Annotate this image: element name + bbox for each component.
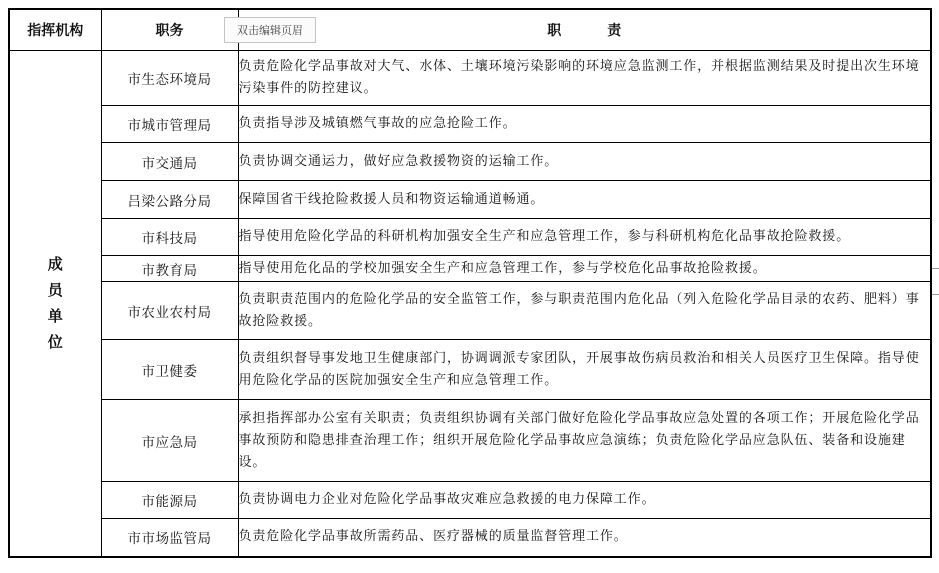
dept-cell: 市生态环境局 [101, 51, 238, 106]
dept-cell: 市市场监管局 [101, 519, 238, 557]
header-role: 职务 [101, 9, 238, 51]
table-row [9, 400, 931, 482]
duty-cell: 承担指挥部办公室有关职责；负责组织协调有关部门做好危险化学品事故应急处置的各项工作；开展危险化学品事故预防和隐患排查治理工作；组织开展危险化学品事故应急演练；负责危险化学品应急队伍、装备和设施建设。 [238, 400, 931, 482]
table-row [9, 219, 931, 256]
duty-cell: 保障国省干线抢险救援人员和物资运输通道畅通。 [238, 181, 931, 219]
duty-cell: 负责职责范围内的危险化学品的安全监管工作，参与职责范围内危化品（列入危险化学品目录的农药、肥料）事故抢险救援。 [238, 282, 931, 340]
header-row [9, 9, 931, 51]
edit-header-hint[interactable]: 双击编辑页眉 [224, 17, 316, 43]
scroll-edge-mark [932, 268, 939, 269]
duty-cell: 负责指导涉及城镇燃气事故的应急抢险工作。 [238, 106, 931, 143]
table-row [9, 181, 931, 219]
table-row [9, 106, 931, 143]
group-label: 成 员 单 位 [47, 255, 63, 352]
table-row [9, 51, 931, 106]
dept-cell: 市卫健委 [101, 340, 238, 400]
dept-cell: 市教育局 [101, 256, 238, 282]
dept-cell: 市城市管理局 [101, 106, 238, 143]
dept-cell: 市能源局 [101, 482, 238, 519]
header-duty-label: 职责 [547, 23, 668, 39]
table-row [9, 143, 931, 181]
dept-cell: 市农业农村局 [101, 282, 238, 340]
duty-cell: 负责协调交通运力，做好应急救援物资的运输工作。 [238, 143, 931, 181]
duty-cell: 负责危险化学品事故对大气、水体、土壤环境污染影响的环境应急监测工作，并根据监测结果及时提出次生环境污染事件的防控建议。 [238, 51, 931, 106]
scroll-edge-mark [932, 294, 939, 295]
group-cell [9, 51, 101, 557]
duty-cell: 指导使用危化品的学校加强安全生产和应急管理工作，参与学校危化品事故抢险救援。 [238, 256, 931, 282]
table-row [9, 519, 931, 557]
duty-table [8, 8, 932, 558]
table-row [9, 256, 931, 282]
table-row [9, 482, 931, 519]
duty-cell: 负责危险化学品事故所需药品、医疗器械的质量监督管理工作。 [238, 519, 931, 557]
header-org: 指挥机构 [9, 9, 101, 51]
dept-cell: 市交通局 [101, 143, 238, 181]
table-row [9, 282, 931, 340]
header-duty [238, 9, 931, 51]
duty-cell: 指导使用危险化学品的科研机构加强安全生产和应急管理工作，参与科研机构危化品事故抢险救援。 [238, 219, 931, 256]
duty-cell: 负责组织督导事发地卫生健康部门，协调调派专家团队，开展事故伤病员救治和相关人员医疗卫生保障。指导使用危险化学品的医院加强安全生产和应急管理工作。 [238, 340, 931, 400]
dept-cell: 市应急局 [101, 400, 238, 482]
dept-cell: 吕梁公路分局 [101, 181, 238, 219]
table-row [9, 340, 931, 400]
dept-cell: 市科技局 [101, 219, 238, 256]
duty-cell: 负责协调电力企业对危险化学品事故灾难应急救援的电力保障工作。 [238, 482, 931, 519]
